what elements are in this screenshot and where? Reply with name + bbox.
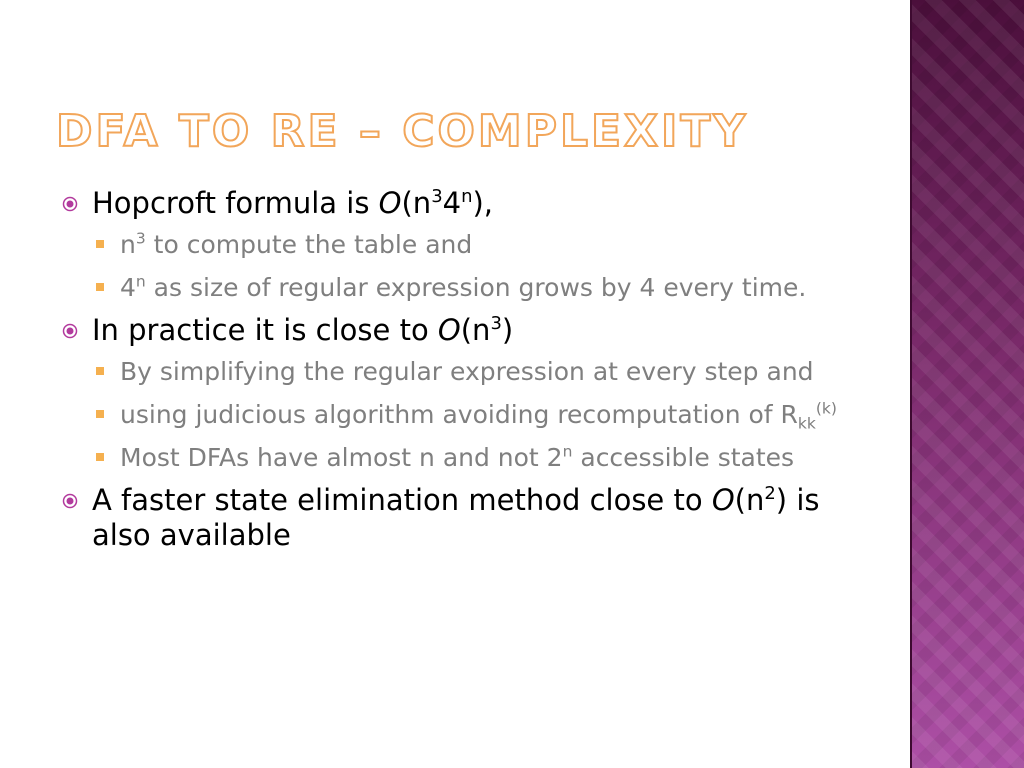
bullet-text: A faster state elimination method close to <box>92 483 712 517</box>
sub-bullet-text: to compute the table and <box>145 230 473 259</box>
sub-bullet-simplifying <box>60 354 860 389</box>
circle-bullet-icon <box>62 196 78 212</box>
big-o: O <box>711 483 735 517</box>
bullet-hopcroft <box>60 186 860 221</box>
bullet-faster-method <box>60 483 860 553</box>
bullet-text: ) is also available <box>92 483 820 552</box>
superscript: 3 <box>431 186 443 208</box>
sub-bullet-text: Most DFAs have almost n and not 2 <box>120 443 563 472</box>
big-o: O <box>437 313 461 347</box>
square-bullet-icon <box>96 283 104 291</box>
sub-bullet-text: n <box>120 230 136 259</box>
sub-bullet-text: as size of regular expression grows by 4 every time. <box>145 273 807 302</box>
bullet-in-practice <box>60 313 860 348</box>
superscript: 3 <box>135 229 146 248</box>
square-bullet-icon <box>96 240 104 248</box>
superscript: (k) <box>815 399 837 418</box>
bullet-text: Hopcroft formula is <box>92 186 379 220</box>
sub-bullet-judicious <box>60 397 860 432</box>
sub-bullet-text: using judicious algorithm avoiding recomputation of R <box>120 400 798 429</box>
sub-bullet-n3 <box>60 227 860 262</box>
sub-bullet-text: By simplifying the regular expression at every step and <box>120 357 814 386</box>
sub-bullet-4n <box>60 270 860 305</box>
superscript: n <box>461 186 473 208</box>
bullet-text: (n <box>734 483 765 517</box>
circle-bullet-icon <box>62 493 78 509</box>
superscript: n <box>135 272 146 291</box>
superscript: n <box>562 442 573 461</box>
bullet-text: 4 <box>442 186 462 220</box>
bullet-text: (n <box>401 186 432 220</box>
decorative-side-band <box>912 0 1024 768</box>
circle-bullet-icon <box>62 323 78 339</box>
subscript: kk <box>797 414 816 433</box>
sub-bullet-text: accessible states <box>572 443 795 472</box>
bullet-text: ), <box>472 186 494 220</box>
square-bullet-icon <box>96 367 104 375</box>
bullet-text: In practice it is close to <box>92 313 438 347</box>
superscript: 3 <box>490 313 502 335</box>
bullet-text: (n <box>460 313 491 347</box>
superscript: 2 <box>764 483 776 505</box>
square-bullet-icon <box>96 453 104 461</box>
sub-bullet-most-dfas <box>60 440 860 475</box>
sub-bullet-text: 4 <box>120 273 136 302</box>
slide-content <box>60 186 860 559</box>
big-o: O <box>378 186 402 220</box>
square-bullet-icon <box>96 410 104 418</box>
slide-title: DFA TO RE – COMPLEXITY <box>56 106 749 157</box>
bullet-text: ) <box>501 313 514 347</box>
